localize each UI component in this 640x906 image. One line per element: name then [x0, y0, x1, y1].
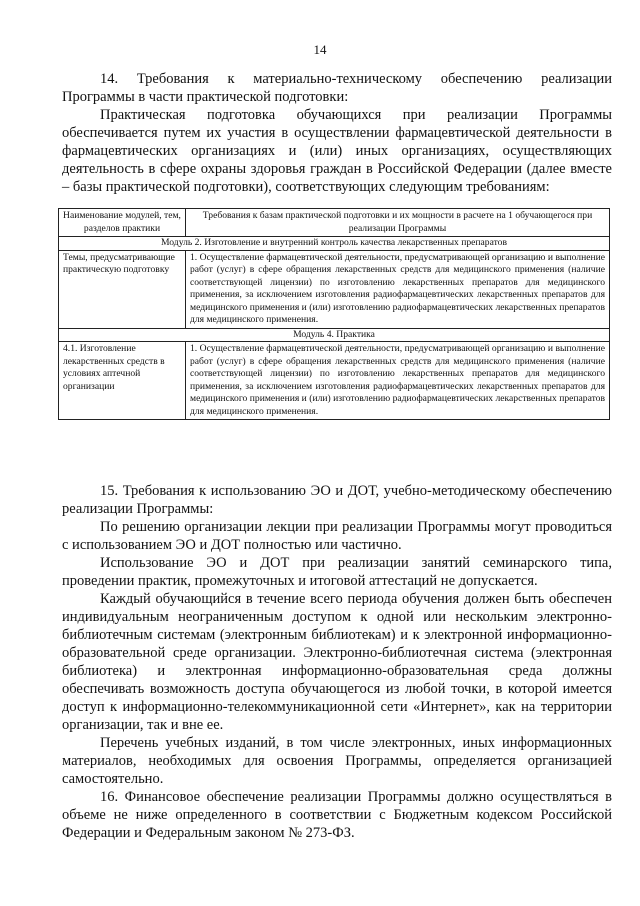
section-15 [62, 482, 612, 842]
section-15-paragraph: Перечень учебных изданий, в том числе электронных, иных информационных материалов, необходимых для освоения Программы, определяется организацией самостоятельно. [62, 735, 612, 787]
module-2-topic: Темы, предусматривающие практическую подготовку [59, 250, 186, 328]
section-15-paragraph: По решению организации лекции при реализации Программы могут проводиться с использованием ЭО и ДОТ полностью или частично. [62, 519, 612, 553]
module-4-title: Модуль 4. Практика [59, 328, 610, 342]
section-14 [62, 70, 612, 196]
section-15-paragraph: Использование ЭО и ДОТ при реализации занятий семинарского типа, проведении практик, промежуточных и итоговой аттестаций не допускается. [62, 555, 612, 589]
table-row [59, 342, 610, 420]
module-4-topic: 4.1. Изготовление лекарственных средств в условиях аптечной организации [59, 342, 186, 420]
section-14-intro: Практическая подготовка обучающихся при реализации Программы обеспечивается путем их участия в осуществлении фармацевтической деятельности в фармацевтических организациях и (или) иных организациях, осуществляющих деятельность в сфере охраны здоровья граждан в Российской Федерации (далее вместе – базы практической подготовки), соответствующих следующим требованиям: [62, 107, 612, 195]
module-title-row [59, 237, 610, 251]
table-row [59, 250, 610, 328]
module-2-title: Модуль 2. Изготовление и внутренний контроль качества лекарственных препаратов [59, 237, 610, 251]
page-number: 14 [313, 42, 327, 57]
module-title-row [59, 328, 610, 342]
requirements-table [58, 208, 610, 420]
section-15-paragraph: Каждый обучающийся в течение всего периода обучения должен быть обеспечен индивидуальным неограниченным доступом к одной или нескольким электронно-библиотечным системам (электронным библиотекам) и к электронной информационно-образовательной среде организации. Электронно-библиотечная система (электронная библиотека) и электронная информационно-образовательная среда должны обеспечивать возможность доступа обучающегося из любой точки, в которой имеется доступ к информационно-телекоммуникационной сети «Интернет», как на территории организации, так и вне ее. [62, 591, 612, 733]
module-2-requirement: 1. Осуществление фармацевтической деятельности, предусматривающей организацию и выполнение работ (услуг) в сфере обращения лекарственных средств для медицинского применения (наличие соответствующей лицензии) по изготовлению лекарственных препаратов для медицинского применения, за исключением изготовления радиофармацевтических лекарственных препаратов для медицинского применения и (или) изготовлению радиофармацевтических лекарственных препаратов для медицинского применения. [186, 250, 610, 328]
module-4-requirement: 1. Осуществление фармацевтической деятельности, предусматривающей организацию и выполнение работ (услуг) в сфере обращения лекарственных средств для медицинского применения (наличие соответствующей лицензии) по изготовлению лекарственных препаратов для медицинского применения, за исключением изготовления радиофармацевтических лекарственных препаратов для медицинского применения и (или) изготовлению радиофармацевтических лекарственных препаратов для медицинского применения. [186, 342, 610, 420]
table-header-row [59, 209, 610, 237]
table-header-modules: Наименование модулей, тем, разделов практики [59, 209, 186, 237]
section-16-text: 16. Финансовое обеспечение реализации Программы должно осуществляться в объеме не ниже определенного в соответствии с Бюджетным кодексом Российской Федерации и Федеральным законом № 273-ФЗ. [62, 789, 612, 841]
section-14-heading: 14. Требования к материально-техническому обеспечению реализации Программы в части практической подготовки: [62, 71, 612, 105]
table-header-requirements: Требования к базам практической подготовки и их мощности в расчете на 1 обучающегося при реализации Программы [186, 209, 610, 237]
section-15-heading: 15. Требования к использованию ЭО и ДОТ, учебно-методическому обеспечению реализации Программы: [62, 483, 612, 517]
